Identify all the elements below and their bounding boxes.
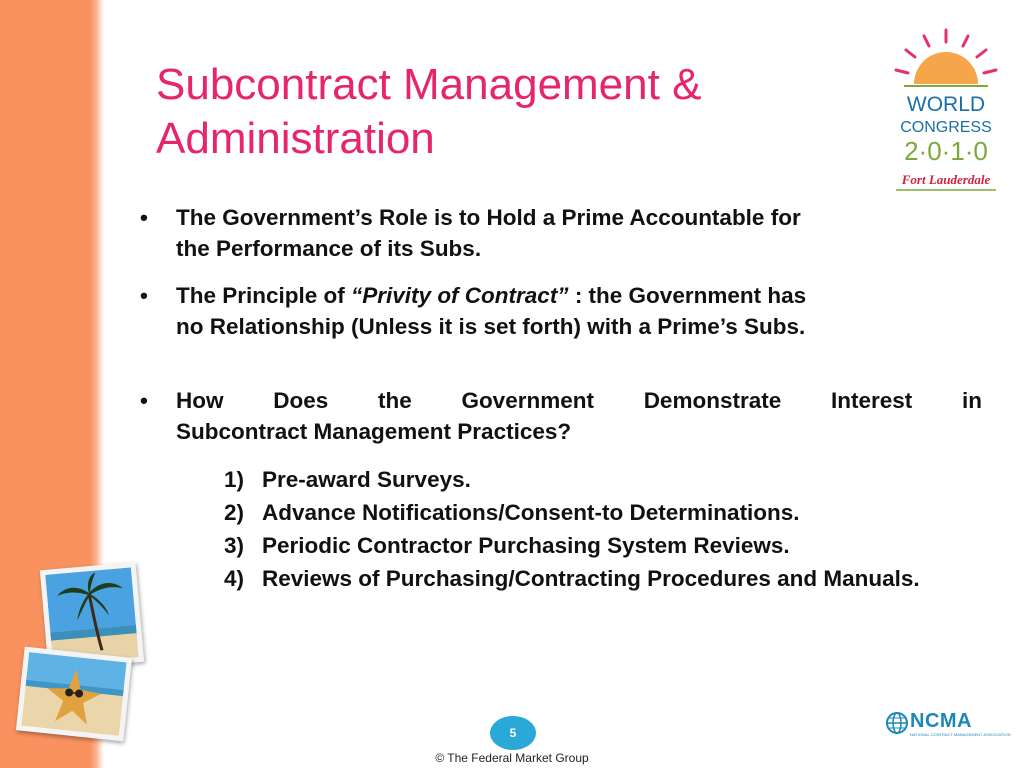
list-item (224, 562, 982, 595)
list-item-number: 3) (224, 533, 245, 558)
bullet-3-line-1 (176, 385, 982, 416)
bullet-2-emphasis: “Privity of Contract” (351, 283, 569, 308)
bullet-2-text-pre: The Principle of (176, 283, 352, 308)
bullet-3-word: in (961, 388, 982, 413)
starfish-photo (16, 647, 132, 742)
bullet-2-line-2: no Relationship (Unless it is set forth) with a Prime’s Subs. (176, 314, 806, 339)
bullet-3-word: How (176, 388, 224, 413)
list-item-number: 1) (224, 467, 245, 492)
ncma-tagline: NATIONAL CONTRACT MANAGEMENT ASSOCIATION (910, 732, 1011, 737)
globe-icon (886, 712, 908, 734)
bullet-3-line-2: Subcontract Management Practices? (176, 419, 572, 444)
logo-line-2: CONGRESS (900, 119, 992, 136)
list-item-text: Reviews of Purchasing/Contracting Procedures and Manuals. (262, 566, 920, 591)
slide-content (140, 200, 982, 595)
bullet-1-line-2: the Performance of its Subs. (176, 236, 482, 261)
list-item-number: 2) (224, 500, 245, 525)
bullet-3-word: Government (461, 388, 594, 413)
ncma-logo (886, 710, 1011, 744)
slide-title (156, 58, 836, 166)
logo-line-4: Fort Lauderdale (901, 172, 991, 187)
page-number-badge: 5 (490, 716, 536, 750)
bullet-3-word: the (377, 388, 412, 413)
bullet-3-word: Demonstrate (643, 388, 782, 413)
list-item-text: Advance Notifications/Consent-to Determinations. (262, 500, 800, 525)
bullet-2-text-post: : the Government has (568, 283, 807, 308)
list-item-text: Pre-award Surveys. (262, 467, 471, 492)
bullet-item (140, 280, 982, 342)
bullet-dot: • (140, 388, 148, 413)
bullet-2-line-1 (176, 280, 982, 311)
numbered-list (140, 463, 982, 595)
bullet-item (140, 202, 982, 264)
title-line-1: Subcontract Management & (156, 60, 702, 109)
list-item-number: 4) (224, 566, 245, 591)
bullet-dot: • (140, 205, 148, 230)
world-congress-logo (884, 24, 1008, 200)
list-item-text: Periodic Contractor Purchasing System Reviews. (262, 533, 790, 558)
list-item (224, 463, 982, 496)
list-item (224, 529, 982, 562)
list-item (224, 496, 982, 529)
bullet-item (140, 385, 982, 447)
bullet-dot: • (140, 283, 148, 308)
logo-line-3: 2·0·1·0 (904, 136, 988, 166)
title-line-2: Administration (156, 114, 435, 163)
logo-line-1: WORLD (906, 93, 986, 116)
bullet-1-line-1: The Government’s Role is to Hold a Prime Accountable for (176, 205, 801, 230)
bullet-3-word: Does (273, 388, 329, 413)
ncma-name: NCMA (910, 710, 972, 732)
footer-copyright: © The Federal Market Group (435, 751, 589, 765)
sun-icon (896, 30, 996, 86)
bullet-3-word: Interest (830, 388, 913, 413)
